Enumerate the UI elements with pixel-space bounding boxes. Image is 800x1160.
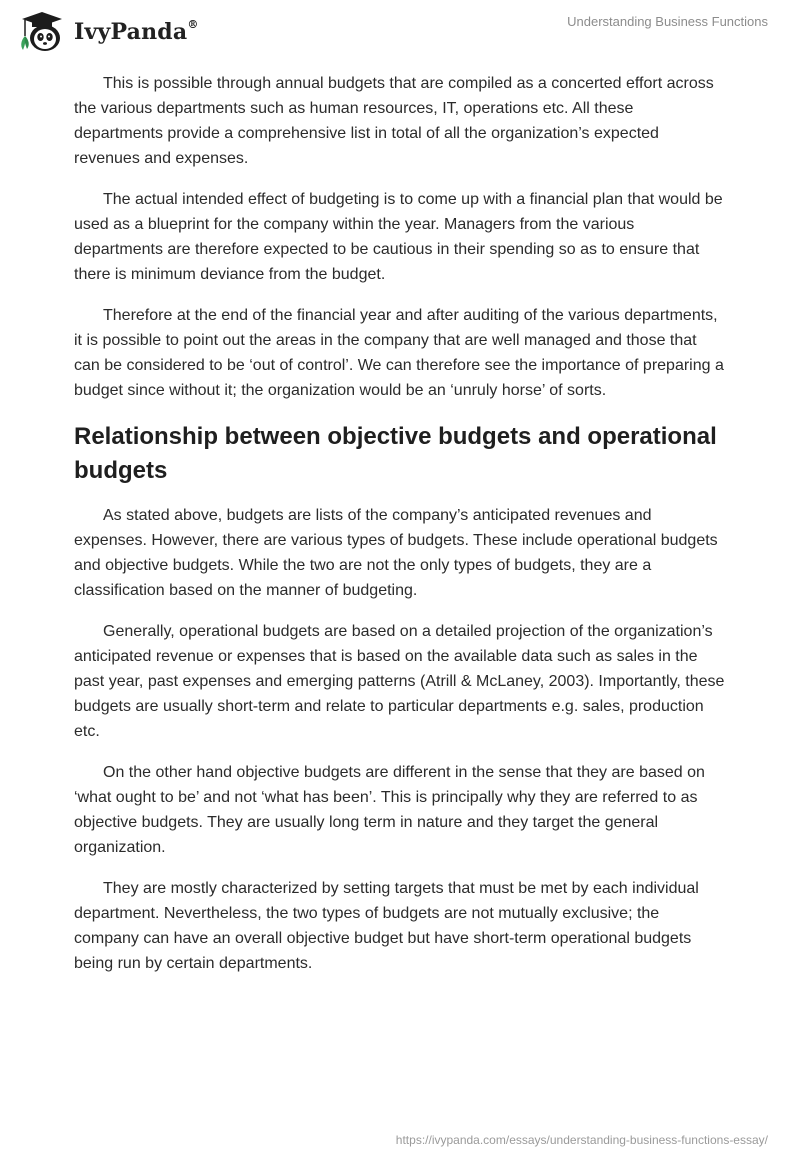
document-title: Understanding Business Functions xyxy=(567,14,768,29)
paragraph: Generally, operational budgets are based on a detailed projection of the organization’s anticipated revenue or expenses that is based on the available data such as sales in the past year, past expenses and emerging patterns (Atrill & McLaney, 2003). Importantly, these budgets are usually short-term and relate to particular departments e.g. sales, production etc. xyxy=(74,623,725,740)
paragraph: Therefore at the end of the financial year and after auditing of the various departments, it is possible to point out the areas in the company that are well managed and those that can be considered to be ‘out of control’. We can therefore see the importance of preparing a budget since without it; the organization would be an ‘unruly horse’ of sorts. xyxy=(74,307,724,399)
essay-body xyxy=(74,71,726,992)
brand-name-text: IvyPanda xyxy=(74,19,188,45)
paragraph: This is possible through annual budgets that are compiled as a concerted effort across the various departments such as human resources, IT, operations etc. All these departments provide a comprehensive list in total of all the organization’s expected revenues and expenses. xyxy=(74,75,714,167)
paragraph: They are mostly characterized by setting targets that must be met by each individual department. Nevertheless, the two types of budgets are not mutually exclusive; the company can have an overall objective budget but have short-term operational budgets being run by certain departments. xyxy=(74,880,699,972)
paragraph: As stated above, budgets are lists of the company’s anticipated revenues and expenses. However, there are various types of budgets. These include operational budgets and objective budgets. While the two are not the only types of budgets, they are a classification based on the manner of budgeting. xyxy=(74,507,718,599)
page-header xyxy=(0,0,800,60)
panda-graduate-icon xyxy=(16,10,68,54)
paragraph: On the other hand objective budgets are different in the sense that they are based on ‘what ought to be’ and not ‘what has been’. This is principally why they are referred to as objective budgets. They are usually long term in nature and they target the general organization. xyxy=(74,764,705,856)
ivypanda-logo[interactable] xyxy=(16,10,199,54)
section-heading: Relationship between objective budgets and operational budgets xyxy=(74,423,717,484)
source-url-link[interactable]: https://ivypanda.com/essays/understanding-business-functions-essay/ xyxy=(395,1133,768,1147)
paragraph: The actual intended effect of budgeting is to come up with a financial plan that would be used as a blueprint for the company within the year. Managers from the various departments are therefore expected to be cautious in their spending so as to ensure that there is minimum deviance from the budget. xyxy=(74,191,723,283)
brand-name xyxy=(74,19,199,45)
registered-mark: ® xyxy=(187,17,199,31)
